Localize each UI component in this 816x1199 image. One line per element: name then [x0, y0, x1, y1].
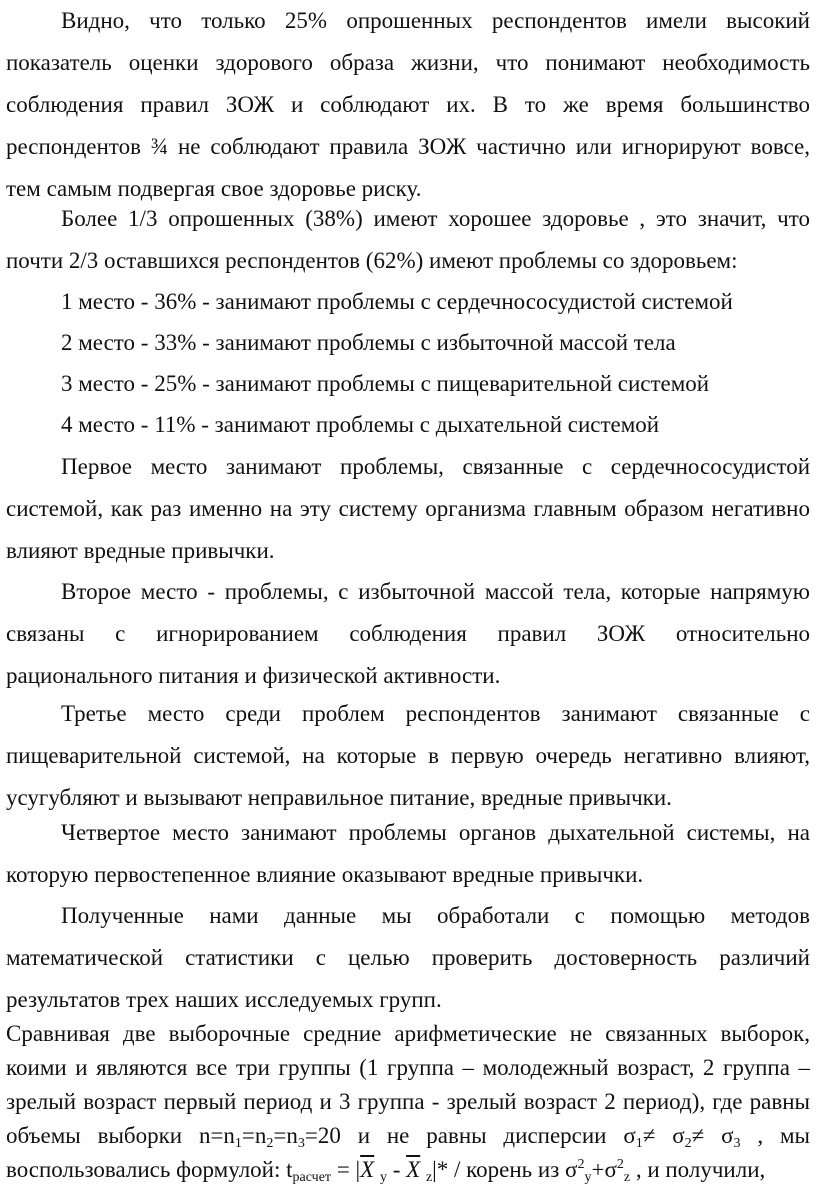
paragraph-second-place: Второе место - проблемы, с избыточной массой тела, которые напрямую связаны с игнорированием соблюдения правил ЗОЖ относительно рационального питания и физической активности. — [6, 579, 810, 688]
paragraph-fourth-place: Четвертое место занимают проблемы органов дыхательной системы, на которую первостепенное влияние оказывают вредные привычки. — [6, 820, 810, 887]
paragraph-health-status: Более 1/3 опрошенных (38%) имеют хорошее здоровье , это значит, что почти 2/3 оставшихся респондентов (62%) имеют проблемы со здоровьем: — [6, 206, 810, 273]
ranking-item-1: 1 место - 36% - занимают проблемы с сердечнососудистой системой — [61, 289, 733, 314]
paragraph-third-place: Третье место среди проблем респондентов занимают связанные с пищеварительной системой, на которые в первую очередь негативно влияют, усугубляют и вызывают неправильное питание, вредные привычки. — [6, 701, 810, 810]
ranking-item-4: 4 место - 11% - занимают проблемы с дыхательной системой — [61, 412, 660, 437]
paragraph-zozh-assessment: Видно, что только 25% опрошенных респондентов имели высокий показатель оценки здорового образа жизни, что понимают необходимость соблюдения правил ЗОЖ и соблюдают их. В то же время большинство респондентов ¾ не соблюдают правила ЗОЖ частично или игнорируют вовсе, тем самым подвергая свое здоровье риску. — [6, 8, 810, 201]
paragraph-statistics: Полученные нами данные мы обработали с помощью методов математической статистики с целью проверить достоверность различий результатов трех наших исследуемых групп. — [6, 903, 810, 1012]
paragraph-first-place: Первое место занимают проблемы, связанные с сердечнососудистой системой, как раз именно на эту систему организма главным образом негативно влияют вредные привычки. — [6, 454, 810, 563]
paragraph-formula: Сравнивая две выборочные средние арифметические не связанных выборок, коими и являются все три группы (1 группа – молодежный возраст, 2 группа – зрелый возраст первый период и 3 группа - зрелый возраст 2 период), где равны объемы выборки $n=n_1=n_2=n_3=20$ и не равны дисперсии $\sigma_1\ne \sigma_2\ne \sigma_3$ , мы воспользовались формулой: $t_{расчет} = |\overline{X}$ $_y - \overline{X}$ $_z$|* / корень из $\sigma^2_y+\sigma^2_z$ , и получили, — [6, 1021, 810, 1185]
ranking-item-3: 3 место - 25% - занимают проблемы с пищеварительной системой — [61, 371, 710, 396]
ranking-item-2: 2 место - 33% - занимают проблемы с избыточной массой тела — [61, 330, 676, 355]
